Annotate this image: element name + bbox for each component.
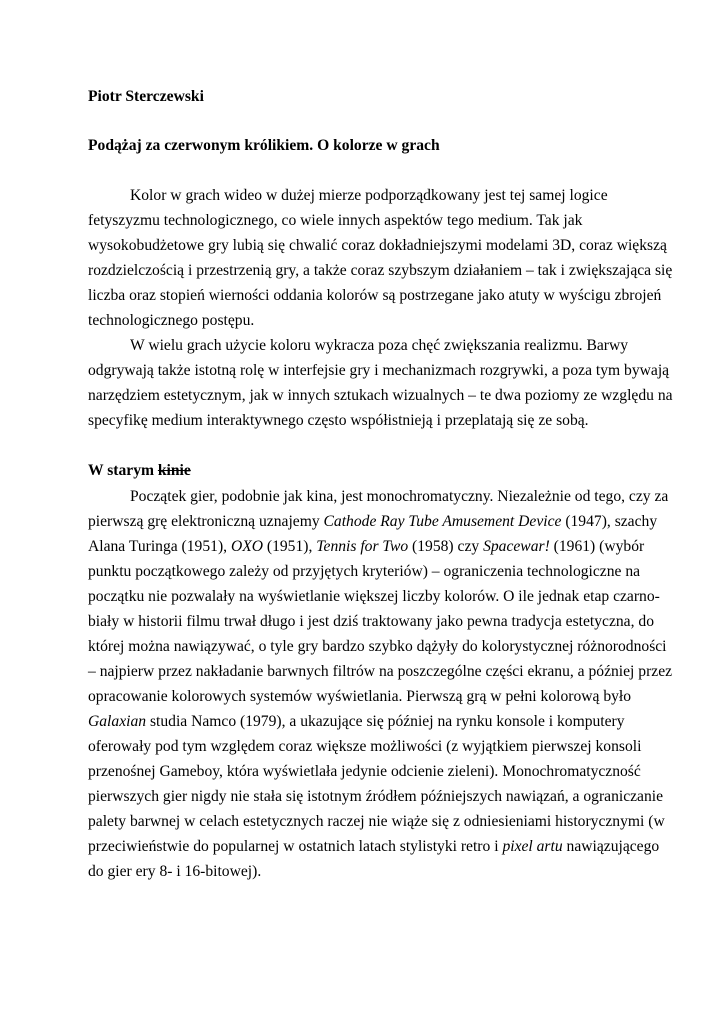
work-title: Cathode Ray Tube Amusement Device	[323, 513, 562, 530]
author-name: Piotr Sterczewski	[88, 88, 204, 105]
paragraph-line: specyfikę medium interaktywnego często współistnieją i przeplatają się ze sobą.	[88, 412, 589, 429]
text-run: (1947), szachy	[561, 513, 658, 530]
work-title: Spacewar!	[483, 538, 550, 555]
text-run: studia Namco (1979), a ukazujące się później na rynku konsole i komputery	[146, 713, 625, 730]
paragraph-line: oferowały pod tym względem coraz większe możliwości (z wyjątkiem pierwszej konsoli	[88, 738, 642, 755]
paragraph-line: biały w historii filmu trwał długo i jest dziś traktowany jako pewna tradycja estetyczna, do	[88, 613, 654, 630]
text-run: przeciwieństwie do popularnej w ostatnich latach stylistyki retro i	[88, 838, 503, 855]
paragraph-line: wysokobudżetowe gry lubią się chwalić coraz dokładniejszymi modelami 3D, coraz większą	[88, 237, 667, 254]
paragraph-line: – najpierw przez nakładanie barwnych filtrów na poszczególne części ekranu, a później przez	[88, 663, 673, 680]
paragraph-line: początku nie pozwalały na wyświetlanie większej liczby kolorów. O ile jednak etap czarno-	[88, 588, 660, 605]
document-title: Podążaj za czerwonym królikiem. O kolorze w grach	[88, 137, 440, 154]
paragraph-line: pierwszych gier nigdy nie stała się istotnym źródłem późniejszych nawiązań, a ograniczanie	[88, 788, 664, 805]
paragraph-line: której można nawiązywać, o tyle gry bardzo szybko dążyły do kolorystycznej różnorodności	[88, 638, 667, 655]
paragraph-line	[88, 538, 644, 556]
paragraph-line	[88, 713, 625, 731]
paragraph-line: fetyszyzmu technologicznego, co wiele innych aspektów tego medium. Tak jak	[88, 212, 583, 229]
paragraph-line: narzędziem estetycznym, jak w innych sztukach wizualnych – te dwa poziomy ze względu na	[88, 387, 673, 404]
paragraph-line: przenośnej Gameboy, która wyświetlała jedynie odcienie zieleni). Monochromatyczność	[88, 763, 641, 780]
section-heading	[88, 462, 191, 480]
paragraph-line: punktu początkowego zależy od przyjętych kryteriów) – ograniczenia technologiczne na	[88, 563, 641, 580]
paragraph-line: do gier ery 8- i 16-bitowej).	[88, 863, 262, 880]
paragraph-line: liczba oraz stopień wierności oddania kolorów są postrzegane jako atuty w wyścigu zbrojeń	[88, 287, 662, 304]
text-run: nawiązującego	[562, 838, 660, 855]
paragraph-line: Początek gier, podobnie jak kina, jest monochromatyczny. Niezależnie od tego, czy za	[130, 488, 669, 505]
text-run: Alana Turinga (1951),	[88, 538, 231, 555]
work-title: Galaxian	[88, 713, 147, 730]
paragraph-line	[88, 838, 659, 856]
paragraph-line: rozdzielczością i przestrzenią gry, a także coraz szybszym działaniem – tak i zwiększająca się	[88, 262, 673, 279]
text-run: pierwszą grę elektroniczną uznajemy	[88, 513, 324, 530]
paragraph-line	[88, 513, 657, 531]
paragraph-line: W wielu grach użycie koloru wykracza poza chęć zwiększania realizmu. Barwy	[130, 337, 629, 354]
text-run: (1951),	[263, 538, 317, 555]
paragraph-line: opracowanie kolorowych systemów wyświetlania. Pierwszą grą w pełni kolorową było	[88, 688, 632, 705]
paragraph-line: odgrywają także istotną rolę w interfejsie gry i mechanizmach rozgrywki, a poza tym bywają	[88, 362, 670, 379]
work-title: OXO	[230, 538, 263, 555]
term: pixel artu	[502, 838, 563, 855]
paragraph-line: technologicznego postępu.	[88, 312, 255, 329]
text-run: (1961) (wybór	[549, 538, 645, 555]
work-title: Tennis for Two	[316, 538, 409, 555]
paragraph-line: Kolor w grach wideo w dużej mierze podporządkowany jest tej samej logice	[130, 187, 608, 204]
section-heading-text: W starym	[88, 462, 158, 479]
text-run: (1958) czy	[408, 538, 484, 555]
paragraph-line: palety barwnej w celach estetycznych raczej nie wiąże się z odniesieniami historycznymi (w	[88, 813, 665, 830]
section-heading-struck-word: kinie	[157, 462, 191, 479]
